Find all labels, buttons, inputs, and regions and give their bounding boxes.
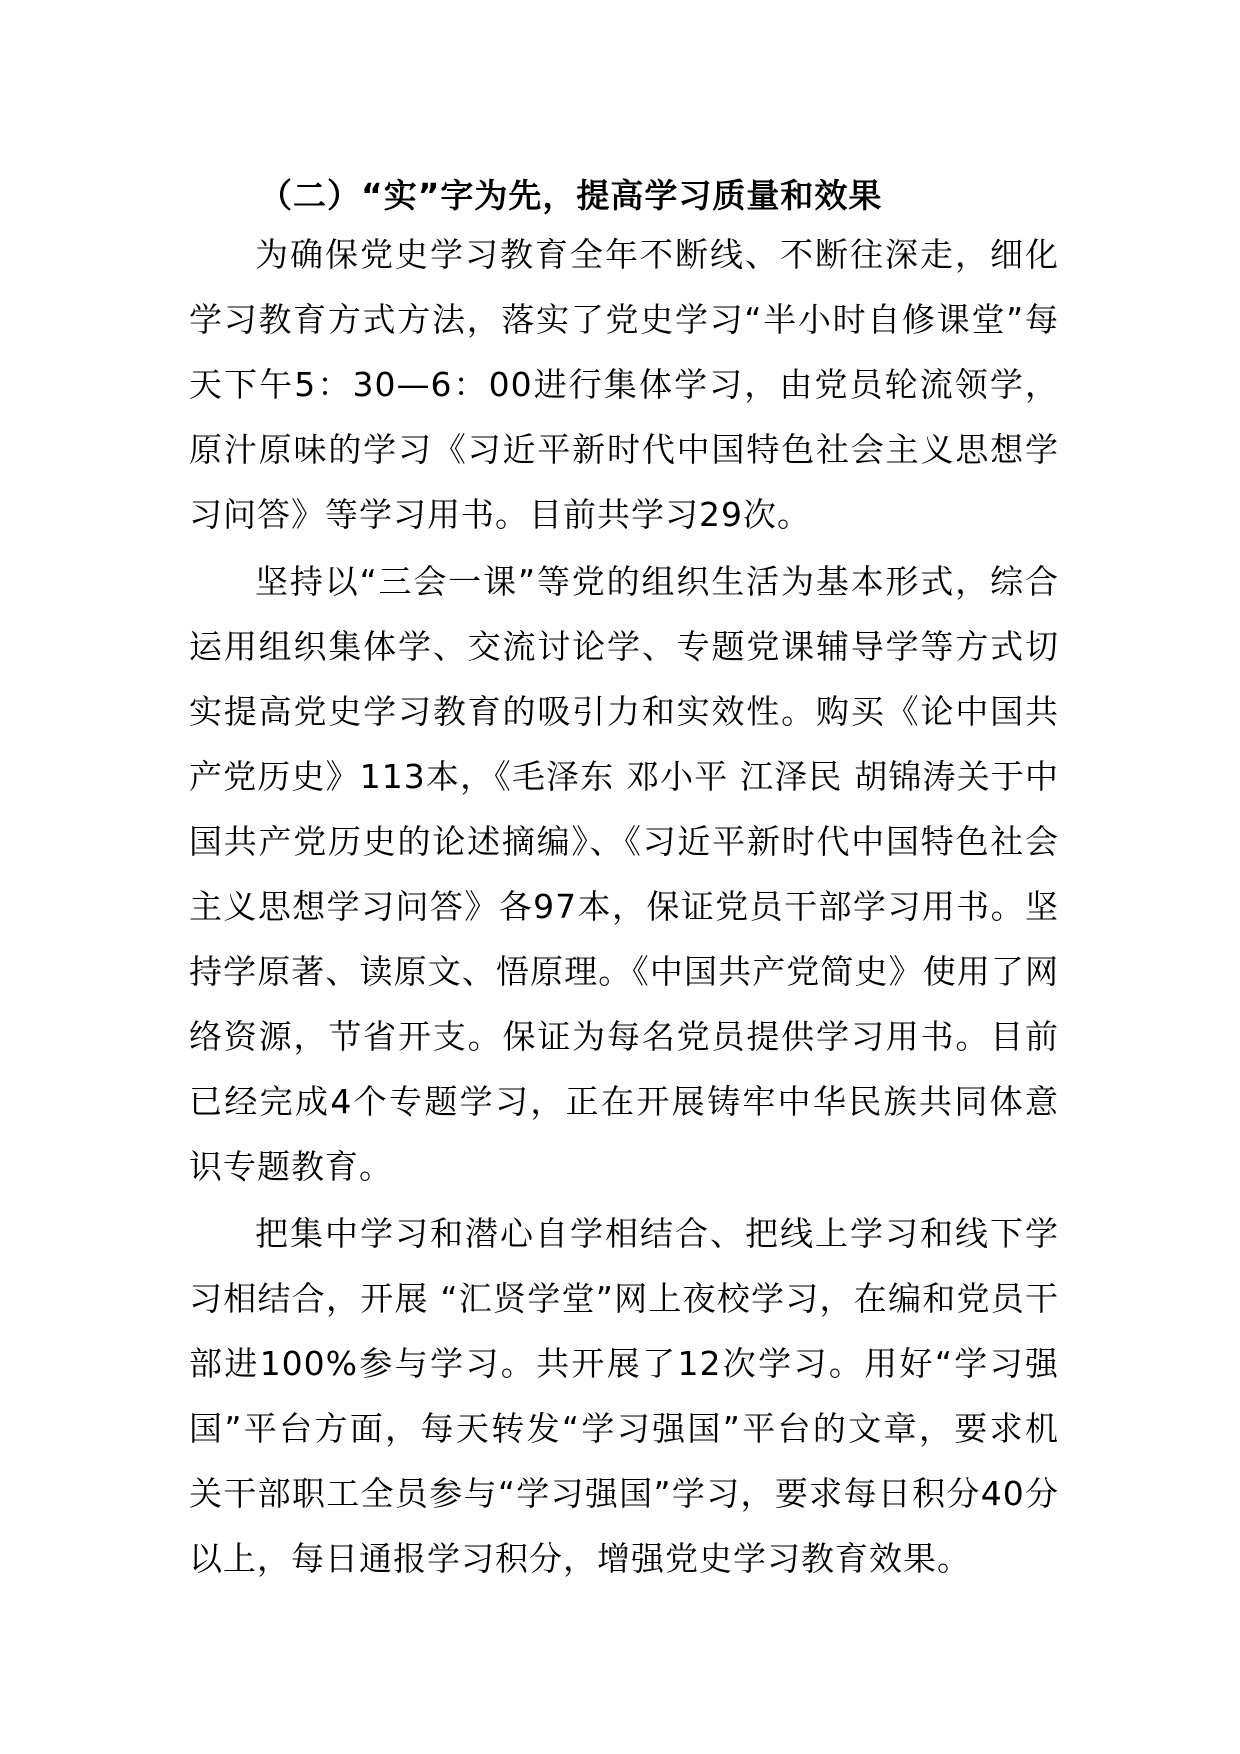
paragraph-online-study: 把集中学习和潜心自学相结合、把线上学习和线下学习相结合，开展 “汇贤学堂”网上夜校学习，在编和党员干部进100%参与学习。共开展了12次学习。用好“学习强国”平台方面，每天转发“学习强国”平台的文章，要求机关干部职工全员参与“学习强国”学习，要求每日积分40分以上，每日通报学习积分，增强党史学习教育效果。 <box>189 1214 1059 1578</box>
paragraph-study-materials: 坚持以“三会一课”等党的组织生活为基本形式，综合运用组织集体学、交流讨论学、专题党课辅导学等方式切实提高党史学习教育的吸引力和实效性。购买《论中国共产党历史》113本，《毛泽东 邓小平 江泽民 胡锦涛关于中国共产党历史的论述摘编》、《习近平新时代中国特色社会主义思想学习问答》各97本，保证党员干部学习用书。坚持学原著、读原文、悟原理。《中国共产党简史》使用了网络资源，节省开支。保证为每名党员提供学习用书。目前已经完成4个专题学习，正在开展铸牢中华民族共同体意识专题教育。 <box>189 562 1059 1186</box>
document-body <box>189 172 1059 1591</box>
paragraph-study-schedule: 为确保党史学习教育全年不断线、不断往深走，细化学习教育方式方法，落实了党史学习“半小时自修课堂”每天下午5：30—6：00进行集体学习，由党员轮流领学，原汁原味的学习《习近平新时代中国特色社会主义思想学习问答》等学习用书。目前共学习29次。 <box>189 235 1059 534</box>
section-heading: （二）“实”字为先，提高学习质量和效果 <box>259 176 883 215</box>
